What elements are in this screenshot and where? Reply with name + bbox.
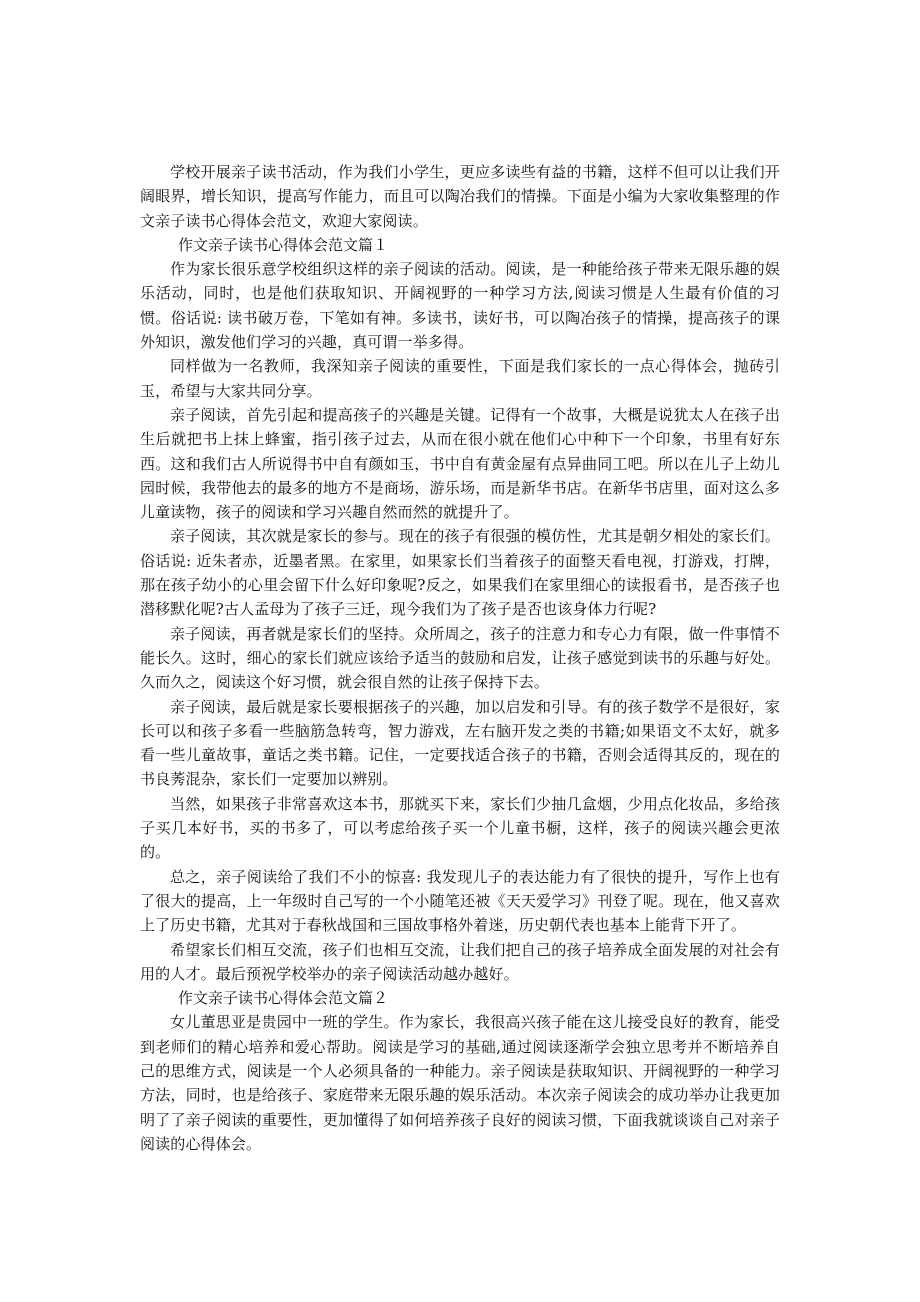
article-1-paragraph: 当然，如果孩子非常喜欢这本书，那就买下来，家长们少抽几盒烟，少用点化妆品，多给孩子买几本好书，买的书多了，可以考虑给孩子买一个儿童书橱，这样，孩子的阅读兴趣会更浓的。 <box>140 794 780 862</box>
article-1-paragraph: 同样做为一名教师，我深知亲子阅读的重要性，下面是我们家长的一点心得体会，抛砖引玉，希望与大家共同分享。 <box>140 357 780 400</box>
article-1-paragraph: 希望家长们相互交流，孩子们也相互交流，让我们把自己的孩子培养成全面发展的对社会有用的人才。最后预祝学校举办的亲子阅读活动越办越好。 <box>140 940 780 983</box>
article-1-title: 作文亲子读书心得体会范文篇１ <box>178 235 389 254</box>
article-1-paragraph: 总之，亲子阅读给了我们不小的惊喜: 我发现儿子的表达能力有了很快的提升，写作上也有了很大的提高，上一年级时自己写的一个小随笔还被《天天爱学习》刊登了呢。现在，他又喜欢上了历史书籍，尤其对于春秋战国和三国故事格外着迷，历史朝代表也基本上能背下开了。 <box>140 867 780 935</box>
article-2-title: 作文亲子读书心得体会范文篇２ <box>178 989 389 1008</box>
article-1-paragraph: 亲子阅读，再者就是家长们的坚持。众所周之，孩子的注意力和专心力有限，做一件事情不能长久。这时，细心的家长们就应该给予适当的鼓励和启发，让孩子感觉到读书的乐趣与好处。久而久之，阅读这个好习惯，就会很自然的让孩子保持下去。 <box>140 624 780 692</box>
article-2-paragraph: 女儿董思亚是贵园中一班的学生。作为家长，我很高兴孩子能在这儿接受良好的教育，能受到老师们的精心培养和爱心帮助。阅读是学习的基础,通过阅读逐渐学会独立思考并不断培养自己的思维方式，阅读是一个人必须具备的一种能力。亲子阅读是获取知识、开阔视野的一种学习方法，同时，也是给孩子、家庭带来无限乐趣的娱乐活动。本次亲子阅读会的成功举办让我更加明了了亲子阅读的重要性，更加懂得了如何培养孩子良好的阅读习惯，下面我就谈谈自己对亲子阅读的心得体会。 <box>140 1013 780 1153</box>
intro-paragraph: 学校开展亲子读书活动，作为我们小学生，更应多读些有益的书籍，这样不但可以让我们开阔眼界，增长知识，提高写作能力，而且可以陶冶我们的情操。下面是小编为大家收集整理的作文亲子读书心得体会范文，欢迎大家阅读。 <box>140 163 780 230</box>
article-1-paragraph: 亲子阅读，最后就是家长要根据孩子的兴趣，加以启发和引导。有的孩子数学不是很好，家长可以和孩子多看一些脑筋急转弯，智力游戏，左右脑开发之类的书籍;如果语文不太好，就多看一些儿童故事，童话之类书籍。记住，一定要找适合孩子的书籍，否则会适得其反的，现在的书良莠混杂，家长们一定要加以辨别。 <box>140 697 780 789</box>
article-1-paragraph: 作为家长很乐意学校组织这样的亲子阅读的活动。阅读，是一种能给孩子带来无限乐趣的娱乐活动，同时，也是他们获取知识、开阔视野的一种学习方法,阅读习惯是人生最有价值的习惯。俗话说: 读书破万卷，下笔如有神。多读书，读好书，可以陶冶孩子的情操，提高孩子的课外知识，激发他们学习的兴趣，真可谓一举多得。 <box>140 260 780 352</box>
article-1-paragraph: 亲子阅读，其次就是家长的参与。现在的孩子有很强的模仿性，尤其是朝夕相处的家长们。俗话说: 近朱者赤，近墨者黑。在家里，如果家长们当着孩子的面整天看电视，打游戏，打牌，那在孩子幼小的心里会留下什么好印象呢?反之，如果我们在家里细心的读报看书，是否孩子也潜移默化呢?古人孟母为了孩子三迁，现今我们为了孩子是否也该身体力行呢? <box>140 527 780 619</box>
document-body <box>140 160 780 1156</box>
article-1-paragraph: 亲子阅读，首先引起和提高孩子的兴趣是关键。记得有一个故事，大概是说犹太人在孩子出生后就把书上抹上蜂蜜，指引孩子过去，从而在很小就在他们心中种下一个印象，书里有好东西。这和我们古人所说得书中自有颜如玉，书中自有黄金屋有点异曲同工吧。所以在儿子上幼儿园时候，我带他去的最多的地方不是商场，游乐场，而是新华书店。在新华书店里，面对这么多儿童读物，孩子的阅读和学习兴趣自然而然的就提升了。 <box>140 405 780 522</box>
